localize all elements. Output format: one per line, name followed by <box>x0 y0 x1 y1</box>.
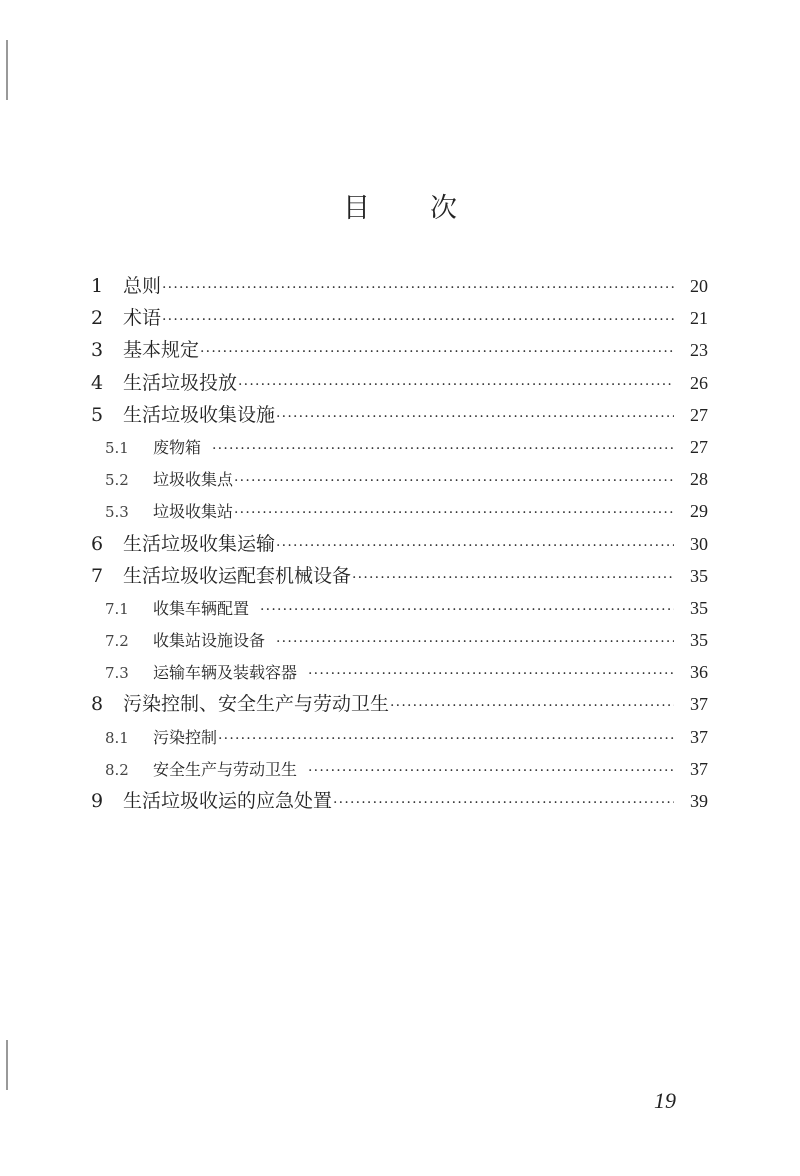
entry-number: 5 <box>91 403 104 426</box>
toc-entry[interactable] <box>88 334 708 366</box>
entry-number: 6 <box>91 532 104 555</box>
entry-title: 运输车辆及装载容器 <box>153 663 298 683</box>
page-title <box>0 186 800 225</box>
toc-entry[interactable] <box>88 688 708 720</box>
entry-page: 26 <box>690 372 708 393</box>
toc-entry[interactable] <box>88 302 708 334</box>
entry-page: 37 <box>690 694 708 715</box>
entry-page: 21 <box>690 308 708 329</box>
toc-entry[interactable] <box>88 656 708 688</box>
dot-leader <box>200 336 674 368</box>
entry-page: 20 <box>690 276 708 296</box>
entry-title: 收集站设施设备 <box>153 631 266 651</box>
toc-entry[interactable] <box>88 785 708 817</box>
entry-page: 23 <box>690 340 708 361</box>
entry-page: 37 <box>690 726 708 747</box>
toc-entry[interactable] <box>88 270 708 302</box>
entry-number: 5.3 <box>105 503 129 522</box>
toc-entry[interactable] <box>88 399 708 431</box>
entry-number: 8.2 <box>105 760 129 779</box>
entry-number: 3 <box>91 339 104 362</box>
entry-title: 术语 <box>123 307 162 330</box>
entry-page: 30 <box>690 533 708 554</box>
entry-page: 37 <box>690 758 708 779</box>
entry-title: 污染控制 <box>153 727 218 747</box>
table-of-contents <box>88 270 708 817</box>
entry-page: 36 <box>690 662 708 683</box>
toc-entry[interactable] <box>88 431 708 463</box>
toc-entry[interactable] <box>88 367 708 399</box>
title-char: 次 <box>430 193 457 224</box>
toc-entry[interactable] <box>88 560 708 592</box>
entry-page: 27 <box>690 404 708 425</box>
entry-number: 8.1 <box>105 728 129 747</box>
entry-title: 生活垃圾收运的应急处置 <box>123 790 333 812</box>
entry-title: 基本规定 <box>123 339 200 362</box>
entry-title: 废物箱 <box>153 437 202 457</box>
dot-leader <box>308 658 674 690</box>
entry-page: 35 <box>690 565 708 586</box>
entry-page: 27 <box>690 436 708 457</box>
entry-number: 7.3 <box>105 664 129 683</box>
dot-leader <box>162 272 674 304</box>
dot-leader <box>218 723 674 755</box>
toc-entry[interactable] <box>88 721 708 753</box>
dot-leader <box>234 497 674 529</box>
entry-title: 污染控制、安全生产与劳动卫生 <box>123 693 390 716</box>
toc-entry[interactable] <box>88 624 708 656</box>
entry-title: 生活垃圾收集设施 <box>123 403 276 426</box>
dot-leader <box>234 465 674 497</box>
toc-entry[interactable] <box>88 495 708 527</box>
entry-number: 4 <box>91 371 104 394</box>
entry-number: 5.2 <box>105 471 129 490</box>
entry-number: 7 <box>91 564 104 587</box>
entry-title: 生活垃圾投放 <box>123 371 238 394</box>
entry-number: 1 <box>91 275 104 297</box>
toc-entry[interactable] <box>88 592 708 624</box>
entry-number: 5.1 <box>105 438 129 457</box>
dot-leader <box>390 690 674 722</box>
page-number: 19 <box>654 1088 676 1113</box>
entry-title: 收集车辆配置 <box>153 598 250 618</box>
dot-leader <box>276 401 674 433</box>
entry-title: 垃圾收集点 <box>153 470 234 490</box>
entry-number: 7.1 <box>105 599 129 618</box>
toc-entry[interactable] <box>88 528 708 560</box>
title-char: 目 <box>343 193 370 224</box>
dot-leader <box>260 594 674 626</box>
entry-title: 生活垃圾收集运输 <box>123 532 276 555</box>
entry-number: 8 <box>91 693 104 716</box>
dot-leader <box>212 433 674 465</box>
entry-number: 9 <box>91 790 104 812</box>
dot-leader <box>333 787 674 819</box>
entry-number: 2 <box>91 307 104 330</box>
entry-number: 7.2 <box>105 632 129 651</box>
dot-leader <box>276 626 674 658</box>
entry-page: 28 <box>690 469 708 490</box>
dot-leader <box>352 562 674 594</box>
scan-edge-mark <box>6 1040 8 1090</box>
entry-title: 生活垃圾收运配套机械设备 <box>123 564 352 587</box>
entry-page: 29 <box>690 501 708 522</box>
dot-leader <box>238 369 674 401</box>
entry-page: 35 <box>690 597 708 618</box>
scan-edge-mark <box>6 40 8 100</box>
entry-page: 35 <box>690 630 708 651</box>
entry-page: 39 <box>690 791 708 811</box>
toc-entry[interactable] <box>88 753 708 785</box>
entry-title: 总则 <box>123 275 162 297</box>
entry-title: 安全生产与劳动卫生 <box>153 759 298 779</box>
toc-entry[interactable] <box>88 463 708 495</box>
entry-title: 垃圾收集站 <box>153 502 234 522</box>
dot-leader <box>162 304 674 336</box>
dot-leader <box>276 530 674 562</box>
dot-leader <box>308 755 674 787</box>
